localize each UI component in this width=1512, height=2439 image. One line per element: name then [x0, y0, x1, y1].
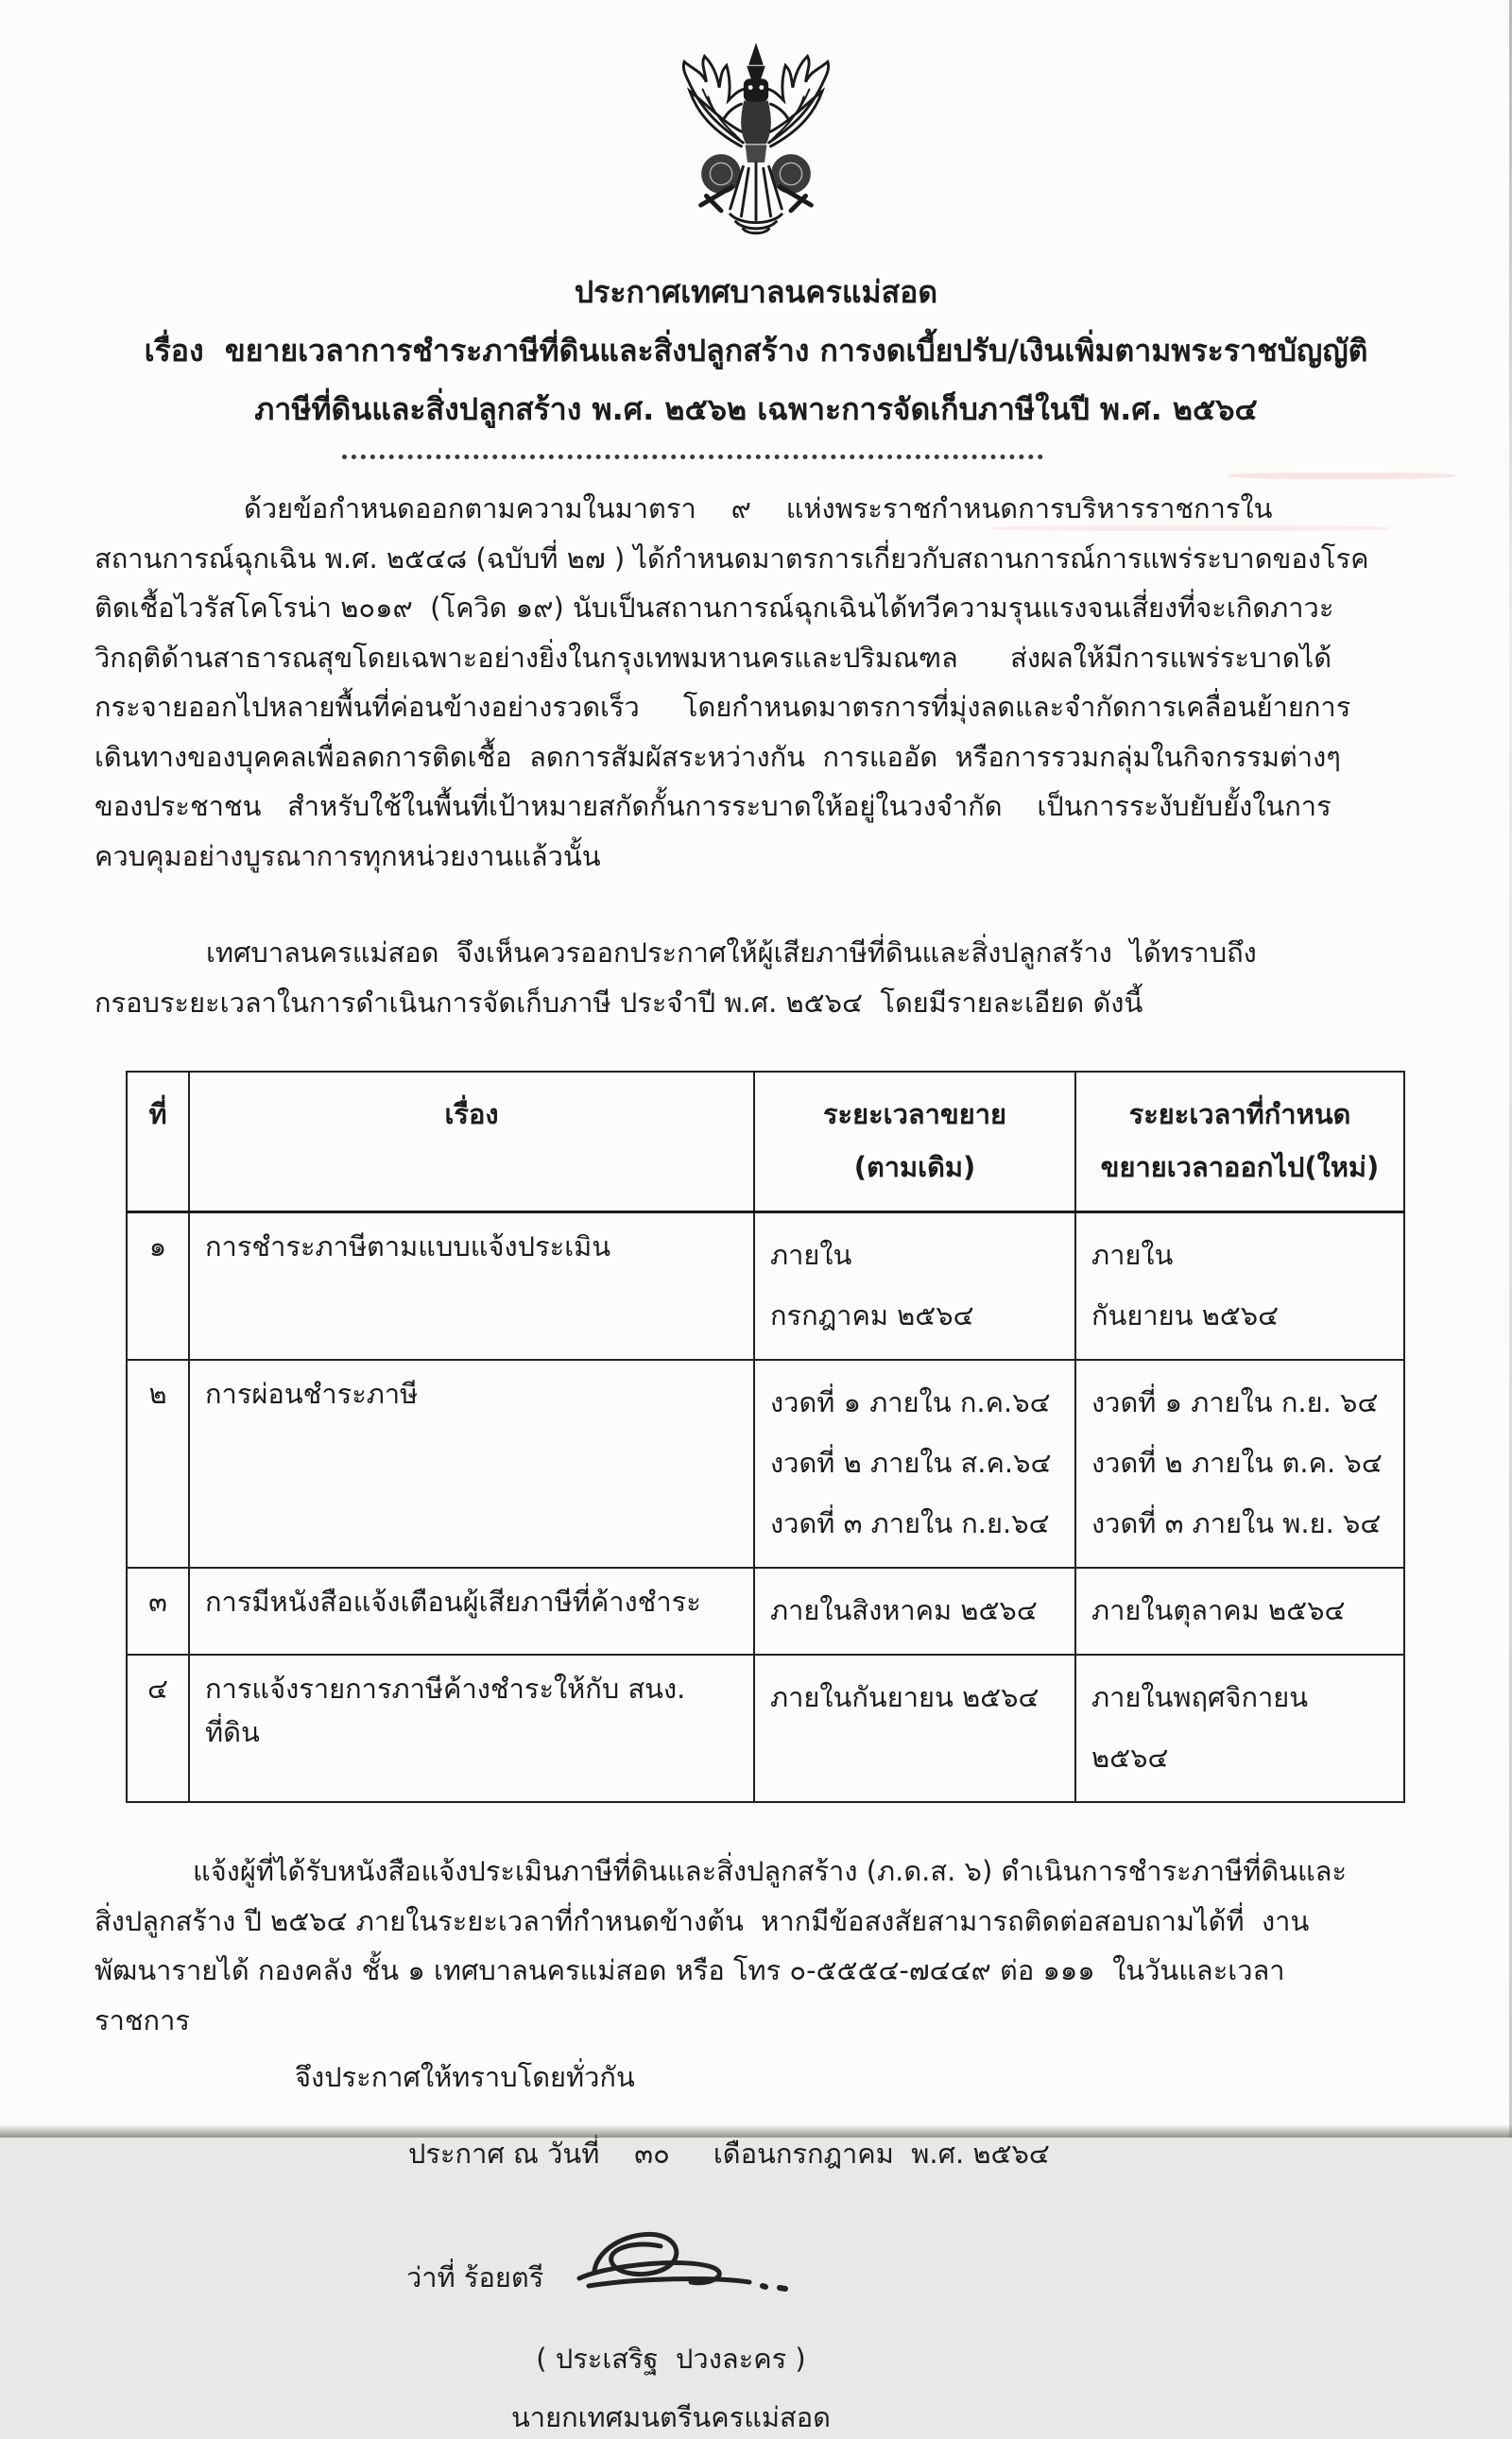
page-title: ประกาศเทศบาลนครแม่สอด — [574, 274, 938, 310]
signature-block — [406, 2210, 1125, 2439]
signer-position: นายกเทศมนตรีนครแม่สอด — [510, 2401, 831, 2433]
tax-schedule-table — [126, 1071, 1405, 1803]
header-subject — [189, 1072, 754, 1212]
text-line: งวดที่ ๑ ภายใน ก.ย. ๖๔ — [1091, 1386, 1379, 1418]
cell-extended-period — [1075, 1655, 1404, 1802]
text-line: งวดที่ ๒ ภายใน ส.ค.๖๔ — [770, 1447, 1052, 1479]
text-line: ภายใน — [770, 1239, 852, 1271]
text-line: งวดที่ ๓ ภายใน ก.ย.๖๔ — [770, 1507, 1050, 1539]
closing-statement: จึงประกาศให้ทราบโดยทั่วกัน — [295, 2061, 635, 2093]
text-line: งวดที่ ๒ ภายใน ต.ค. ๖๔ — [1091, 1447, 1383, 1479]
text-line: กันยายน ๒๕๖๔ — [1091, 1299, 1280, 1331]
table-header-row — [127, 1072, 1404, 1212]
text-line: ที่ — [148, 1098, 167, 1130]
text-line: ภาษีที่ดินและสิ่งปลูกสร้าง พ.ศ. ๒๕๖๒ เฉพาะการจัดเก็บภาษีในปี พ.ศ. ๒๕๖๔ — [254, 391, 1258, 427]
text-line: เรื่อง ขยายเวลาการชำระภาษีที่ดินและสิ่งปลูกสร้าง การงดเบี้ยปรับ/เงินเพิ่มตามพระราชบัญญัติ — [144, 333, 1368, 369]
text-line: พัฒนารายได้ กองคลัง ชั้น ๑ เทศบาลนครแม่สอด หรือ โทร ๐-๕๕๕๔-๗๔๔๙ ต่อ ๑๑๑ ในวันและเวลา — [94, 1954, 1285, 1986]
text-line: ราชการ — [94, 2003, 190, 2036]
cell-subject: การชำระภาษีตามแบบแจ้งประเมิน — [189, 1212, 754, 1361]
text-line: ของประชาชน สำหรับใช้ในพื้นที่เป้าหมายสกัดกั้นการระบาดให้อยู่ในวงจำกัด เป็นการระงับยับยั้งในการ — [94, 790, 1332, 822]
cell-row-number: ๔ — [127, 1655, 189, 1802]
cell-extended-period — [1075, 1360, 1404, 1568]
text-line: ขยายเวลาออกไป(ใหม่) — [1100, 1151, 1380, 1183]
text-line: (ตามเดิม) — [853, 1151, 976, 1183]
text-line: เทศบาลนครแม่สอด จึงเห็นควรออกประกาศให้ผู้เสียภาษีที่ดินและสิ่งปลูกสร้าง ได้ทราบถึง — [206, 936, 1257, 969]
scan-bottom-edge — [0, 2124, 1512, 2138]
text-line: สิ่งปลูกสร้าง ปี ๒๕๖๔ ภายในระยะเวลาที่กำหนดข้างต้น หากมีข้อสงสัยสามารถติดต่อสอบถามได้ที่ งาน — [94, 1904, 1310, 1937]
text-line: ควบคุมอย่างบูรณาการทุกหน่วยงานแล้วนั้น — [94, 839, 601, 872]
signature-row — [406, 2210, 1125, 2324]
text-line: เรื่อง — [444, 1098, 499, 1130]
signer-rank: ว่าที่ ร้อยตรี — [406, 2261, 544, 2293]
paragraph-notice — [94, 1846, 1391, 2045]
cell-subject: การแจ้งรายการภาษีค้างชำระให้กับ สนง. ที่ดิน — [189, 1655, 754, 1802]
signer-name: ( ประเสริฐ ปวงละคร ) — [536, 2343, 806, 2375]
emblem-container — [0, 40, 1512, 242]
table-row — [127, 1360, 1404, 1568]
cell-extended-period — [1075, 1212, 1404, 1361]
text-line: กรอบระยะเวลาในการดำเนินการจัดเก็บภาษี ประจำปี พ.ศ. ๒๕๖๔ โดยมีรายละเอียด ดังนี้ — [94, 986, 1143, 1019]
text-line: ภายในสิงหาคม ๒๕๖๔ — [770, 1594, 1038, 1626]
text-line: ระยะเวลาขยาย — [822, 1098, 1007, 1130]
garuda-emblem-icon — [663, 40, 849, 242]
text-line: ระยะเวลาที่กำหนด — [1128, 1098, 1351, 1130]
text-line: กระจายออกไปหลายพื้นที่ค่อนข้างอย่างรวดเร็ว โดยกำหนดมาตรการที่มุ่งลดและจำกัดการเคลื่อนย้ายการ — [94, 691, 1351, 723]
text-line: กรกฎาคม ๒๕๖๔ — [770, 1299, 974, 1331]
body-text — [94, 484, 1391, 1027]
header-original-period — [754, 1072, 1075, 1212]
document-content — [0, 263, 1512, 2439]
text-line: ภายในตุลาคม ๒๕๖๔ — [1091, 1594, 1346, 1626]
header-extended-period — [1075, 1072, 1404, 1212]
table-row — [127, 1568, 1404, 1655]
table-row — [127, 1655, 1404, 1802]
text-line: ภายใน — [1091, 1239, 1174, 1271]
text-line: วิกฤติด้านสาธารณสุขโดยเฉพาะอย่างยิ่งในกรุงเทพมหานครและปริมณฑล ส่งผลให้มีการแพร่ระบาดได้ — [94, 641, 1332, 674]
handwritten-signature-icon — [570, 2220, 797, 2324]
cell-extended-period — [1075, 1568, 1404, 1655]
text-line: ติดเชื้อไวรัสโคโรน่า ๒๐๑๙ (โควิด ๑๙) นับเป็นสถานการณ์ฉุกเฉินได้ทวีความรุนแรงจนเสี่ยงที่จะเกิดภาวะ — [94, 592, 1334, 624]
subject-lines — [0, 321, 1512, 438]
table-row — [127, 1212, 1404, 1361]
paragraph-resolution — [94, 928, 1391, 1027]
text-line: ด้วยข้อกำหนดออกตามความในมาตรา ๙ แห่งพระราชกำหนดการบริหารราชการใน — [244, 492, 1273, 524]
cell-original-period — [754, 1655, 1075, 1802]
cell-row-number: ๒ — [127, 1360, 189, 1568]
paragraph-preamble — [94, 484, 1391, 881]
text-line: เดินทางของบุคคลเพื่อลดการติดเชื้อ ลดการสัมผัสระหว่างกัน การแออัด หรือการรวมกลุ่มในกิจกรรมต่างๆ — [94, 740, 1341, 773]
cell-row-number: ๓ — [127, 1568, 189, 1655]
cell-original-period — [754, 1212, 1075, 1361]
cell-subject: การผ่อนชำระภาษี — [189, 1360, 754, 1568]
text-line: งวดที่ ๓ ภายใน พ.ย. ๖๔ — [1091, 1507, 1382, 1539]
tax-table-body — [127, 1212, 1404, 1803]
cell-original-period — [754, 1360, 1075, 1568]
title-block — [0, 263, 1512, 438]
announcement-date: ประกาศ ณ วันที่ ๓๐ เดือนกรกฎาคม พ.ศ. ๒๕๖๔ — [408, 2137, 1050, 2170]
header-no — [127, 1072, 189, 1212]
dotted-divider — [342, 454, 1043, 459]
text-line: งวดที่ ๑ ภายใน ก.ค.๖๔ — [770, 1386, 1051, 1418]
cell-row-number: ๑ — [127, 1212, 189, 1361]
text-line: ภายในพฤศจิกายน ๒๕๖๔ — [1091, 1681, 1317, 1774]
text-line: แจ้งผู้ที่ได้รับหนังสือแจ้งประเมินภาษีที่ดินและสิ่งปลูกสร้าง (ภ.ด.ส. ๖) ดำเนินการชำระภาษีที่ดินและ — [193, 1855, 1348, 1887]
text-line: สถานการณ์ฉุกเฉิน พ.ศ. ๒๕๔๘ (ฉบับที่ ๒๗ ) ได้กำหนดมาตรการเกี่ยวกับสถานการณ์การแพร่ระบาดของโรค — [94, 541, 1369, 575]
cell-subject: การมีหนังสือแจ้งเตือนผู้เสียภาษีที่ค้างชำระ — [189, 1568, 754, 1655]
table-header — [127, 1072, 1404, 1212]
text-line: ภายในกันยายน ๒๕๖๔ — [770, 1681, 1040, 1713]
cell-original-period — [754, 1568, 1075, 1655]
